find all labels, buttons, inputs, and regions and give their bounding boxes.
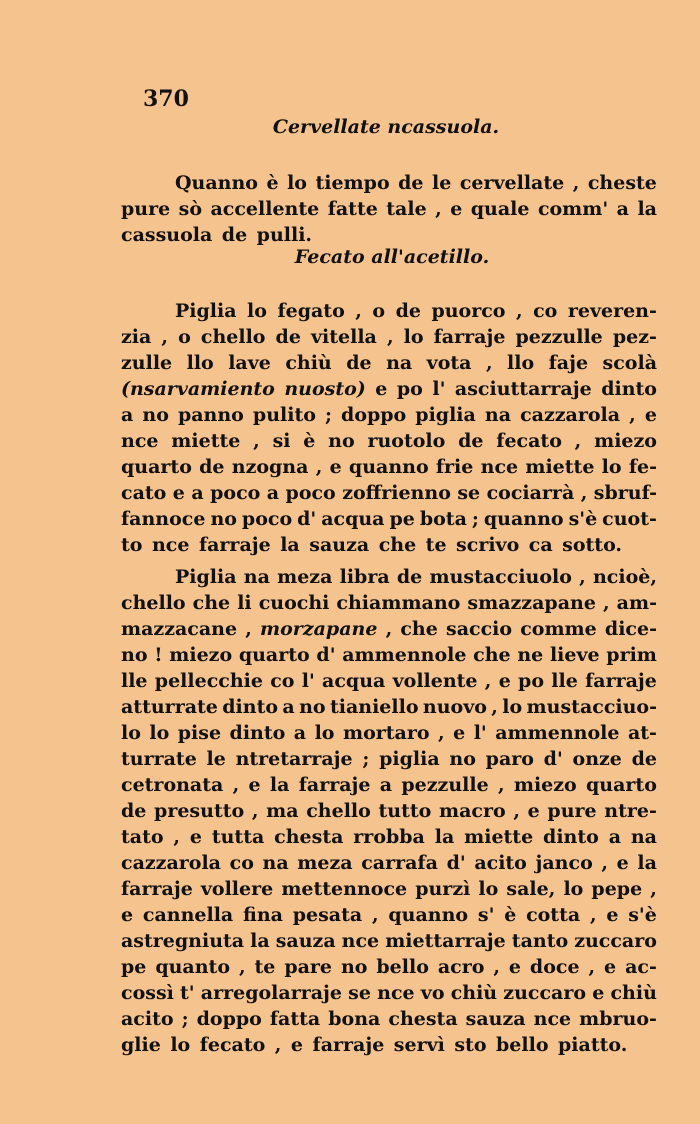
text-line: pure sò accellente fatte tale , e quale comm' a la [121,198,657,220]
text-line: acito ; doppo fatta bona chesta sauza nce mbruo- [121,1008,657,1030]
text-line: e cannella fina pesata , quanno s' è cotta , e s'è [121,904,657,926]
text-line: cetronata , e la farraje a pezzulle , miezo quarto [121,774,657,796]
text-line: to nce farraje la sauza che te scrivo ca sotto. [121,534,623,556]
text-line: Quanno è lo tiempo de le cervellate , cheste [175,172,657,194]
text-line: quarto de nzogna , e quanno frie nce miette lo fe- [121,456,657,478]
text-line: cassuola de pulli. [121,224,313,246]
paragraph-fecato-1 [121,298,657,558]
text-line: glie lo fecato , e farraje servì sto bello piatto. [121,1034,628,1056]
text-line: (nsarvamiento nuosto) e po l' asciuttarraje dinto [121,378,657,400]
text-line: chello che li cuochi chiammano smazzapane , am- [121,592,657,614]
text-line: pe quanto , te pare no bello acro , e doce , e ac- [121,956,657,978]
text-line: cazzarola co na meza carrafa d' acito janco , e la [121,852,657,874]
text-line: mazzacane , morzapane , che saccio comme dice- [121,618,657,640]
section-title-cervellate: Cervellate ncassuola. [272,116,500,138]
text-line: atturrate dinto a no tianiello nuovo , lo mustacciuo- [121,696,657,718]
text-line: tato , e tutta chesta rrobba la miette dinto a na [121,826,657,848]
text-line: a no panno pulito ; doppo piglia na cazzarola , e [121,404,657,426]
paragraph-fecato-2 [121,564,657,1058]
paragraph-cervellate [121,170,657,248]
text-line: cato e a poco a poco zoffrienno se cociarrà , sbruf- [121,482,657,504]
text-line: Piglia na meza libra de mustacciuolo , ncioè, [175,566,657,588]
text-line: turrate le ntretarraje ; piglia no paro d' onze de [121,748,657,770]
text-line: farraje vollere mettennoce purzì lo sale, lo pepe , [121,878,657,900]
text-line: fannoce no poco d' acqua pe bota ; quanno s'è cuot- [121,508,657,530]
text-line: zulle llo lave chiù de na vota , llo faje scolà [121,352,657,374]
text-line: lo lo pise dinto a lo mortaro , e l' ammennole at- [121,722,657,744]
text-line: nce miette , si è no ruotolo de fecato , miezo [121,430,657,452]
text-line: Piglia lo fegato , o de puorco , co reveren- [175,300,657,322]
text-line: de presutto , ma chello tutto macro , e pure ntre- [121,800,657,822]
page-number: 370 [143,86,189,112]
text-line: lle pellecchie co l' acqua vollente , e po lle farraje [121,670,657,692]
text-line: zia , o chello de vitella , lo farraje pezzulle pez- [121,326,657,348]
text-line: cossì t' arregolarraje se nce vo chiù zuccaro e chiù [121,982,657,1004]
text-line: astregniuta la sauza nce miettarraje tanto zuccaro [121,930,657,952]
section-title-fecato: Fecato all'acetillo. [294,246,490,268]
text-line: no ! miezo quarto d' ammennole che ne lieve prim [121,644,657,666]
